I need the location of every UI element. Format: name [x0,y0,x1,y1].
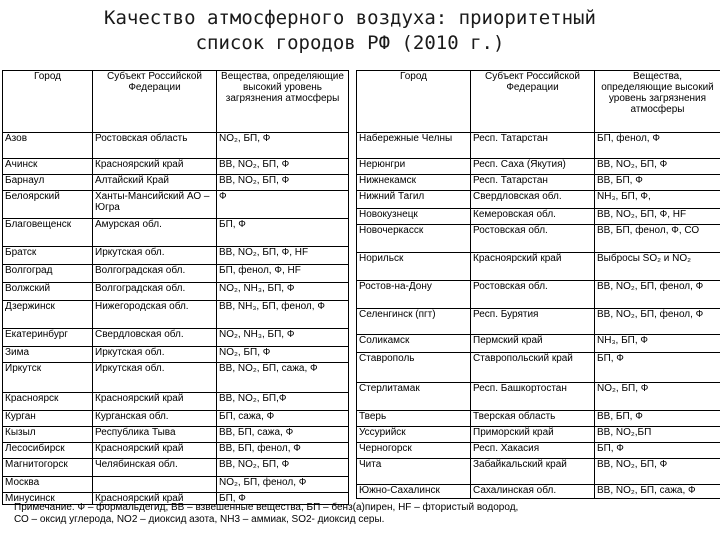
city-cell: Тверь [357,411,471,427]
pollutants-cell: ВВ, NO₂, БП, фенол, Ф [595,281,720,309]
city-cell: Лесосибирск [3,443,93,459]
city-cell: Белоярский [3,191,93,219]
pollutants-cell: Ф [217,191,349,219]
city-cell: Новочеркасск [357,225,471,253]
city-cell: Уссурийск [357,427,471,443]
region-cell: Ростовская обл. [471,281,595,309]
table-row [3,159,349,175]
table-row [3,347,349,363]
city-cell: Норильск [357,253,471,281]
table-row [3,411,349,427]
table-row [3,363,349,393]
city-cell: Иркутск [3,363,93,393]
table-row [357,411,720,427]
pollutants-cell: ВВ, БП, Ф [595,175,720,191]
table-row [357,159,720,175]
table-row [357,253,720,281]
region-cell: Респ. Саха (Якутия) [471,159,595,175]
pollutants-cell: БП, Ф [595,443,720,459]
region-cell: Тверская область [471,411,595,427]
pollutants-cell: БП, фенол, Ф [595,133,720,159]
region-cell: Нижегородская обл. [93,301,217,329]
region-cell: Красноярский край [471,253,595,281]
title-line-2: список городов РФ (2010 г.) [195,32,505,54]
pollutants-cell: NO₂, БП, Ф [595,383,720,411]
city-cell: Селенгинск (пгт) [357,309,471,335]
table-header-row [3,71,349,133]
pollutants-cell: ВВ, NO₂,БП [595,427,720,443]
city-cell: Черногорск [357,443,471,459]
city-cell: Магнитогорск [3,459,93,477]
city-cell: Барнаул [3,175,93,191]
column-header: Вещества, определяющие высокий уровень загрязнения атмосферы [217,71,349,133]
table-row [3,219,349,247]
pollutants-cell: Выбросы SO₂ и NO₂ [595,253,720,281]
pollutants-cell: ВВ, NO₂, БП, сажа, Ф [217,363,349,393]
table-row [3,393,349,411]
region-cell: Иркутская обл. [93,347,217,363]
footnote-line-2: СО – оксид углерода, NO2 – диоксид азота, NH3 – аммиак, SO2- диоксид серы. [14,514,385,525]
pollutants-cell: ВВ, NO₂, БП, Ф, НF [217,247,349,265]
pollutants-cell: NO₂, БП, Ф [217,133,349,159]
city-cell: Южно-Сахалинск [357,485,471,499]
region-cell: Пермский край [471,335,595,353]
pollutants-cell: NO₂, NH₃, БП, Ф [217,283,349,301]
city-cell: Волгоград [3,265,93,283]
table-row [357,133,720,159]
city-cell: Курган [3,411,93,427]
table-row [3,443,349,459]
region-cell: Курганская обл. [93,411,217,427]
table-row [357,383,720,411]
city-cell: Набережные Челны [357,133,471,159]
column-header: Субъект Российской Федерации [93,71,217,133]
region-cell: Ростовская область [93,133,217,159]
table-row [357,209,720,225]
region-cell: Забайкальский край [471,459,595,485]
table-row [3,265,349,283]
region-cell: Иркутская обл. [93,363,217,393]
city-cell: Соликамск [357,335,471,353]
table-row [357,335,720,353]
region-cell: Свердловская обл. [93,329,217,347]
pollutants-cell: ВВ, NO₂, БП, сажа, Ф [595,485,720,499]
right-table [356,70,720,499]
pollutants-cell: ВВ, NO₂, БП,Ф [217,393,349,411]
region-cell: Ставропольский край [471,353,595,383]
pollutants-cell: ВВ, БП, Ф [595,411,720,427]
table-row [357,281,720,309]
city-cell: Нижний Тагил [357,191,471,209]
city-cell: Нерюнгри [357,159,471,175]
region-cell: Республика Тыва [93,427,217,443]
city-cell: Азов [3,133,93,159]
city-cell: Нижнекамск [357,175,471,191]
pollutants-cell: ВВ, NO₂, БП, Ф [595,459,720,485]
region-cell: Приморский край [471,427,595,443]
city-cell: Екатеринбург [3,329,93,347]
city-cell: Минусинск [3,493,93,505]
city-cell: Ачинск [3,159,93,175]
pollutants-cell: ВВ, БП, сажа, Ф [217,427,349,443]
table-header-row [357,71,720,133]
table-row [3,247,349,265]
region-cell: Иркутская обл. [93,247,217,265]
column-header: Вещества, определяющие высокий уровень загрязнения атмосферы [595,71,720,133]
pollutants-cell: ВВ, NO₂, БП, Ф [595,159,720,175]
pollutants-cell: ВВ, БП, фенол, Ф [217,443,349,459]
table-row [3,133,349,159]
page-title [0,6,720,56]
region-cell: Красноярский край [93,443,217,459]
table-row [3,329,349,347]
table-row [357,459,720,485]
region-cell: Сахалинская обл. [471,485,595,499]
column-header: Субъект Российской Федерации [471,71,595,133]
region-cell: Красноярский край [93,493,217,505]
table-row [3,459,349,477]
city-cell: Зима [3,347,93,363]
pollutants-cell: ВВ, NH₃, БП, фенол, Ф [217,301,349,329]
pollutants-cell: NO₂, NH₃, БП, Ф [217,329,349,347]
table-row [357,427,720,443]
pollutants-cell: NO₂, БП, фенол, Ф [217,477,349,493]
table-row [357,175,720,191]
table-row [357,191,720,209]
region-cell: Свердловская обл. [471,191,595,209]
table-row [3,191,349,219]
city-cell: Ставрополь [357,353,471,383]
column-header: Город [3,71,93,133]
region-cell: Ростовская обл. [471,225,595,253]
pollutants-cell: ВВ, NO₂, БП, Ф [217,459,349,477]
table-row [3,427,349,443]
table-row [3,283,349,301]
table-row [357,225,720,253]
region-cell: Респ. Татарстан [471,175,595,191]
pollutants-cell: БП, Ф [217,219,349,247]
city-cell: Дзержинск [3,301,93,329]
pollutants-cell: NH₃, БП, Ф [595,335,720,353]
table-row [357,443,720,459]
table-row [3,175,349,191]
table-row [357,353,720,383]
city-cell: Москва [3,477,93,493]
city-cell: Кызыл [3,427,93,443]
pollutants-cell: БП, фенол, Ф, НF [217,265,349,283]
footnote [14,502,714,526]
pollutants-cell: БП, Ф [217,493,349,505]
pollutants-cell: ВВ, NO₂, БП, Ф [217,175,349,191]
region-cell: Волгоградская обл. [93,265,217,283]
pollutants-cell: БП, Ф [595,353,720,383]
region-cell: Кемеровская обл. [471,209,595,225]
region-cell: Ханты-Мансийский АО – Югра [93,191,217,219]
city-cell: Красноярск [3,393,93,411]
city-cell: Ростов-на-Дону [357,281,471,309]
region-cell: Респ. Хакасия [471,443,595,459]
region-cell: Красноярский край [93,159,217,175]
footnote-line-1: Примечание. Ф – формальдегид, ВВ – взвешенные вещества, БП – бенз(а)пирен, НF – фтористый водород, [14,502,519,513]
table-row [3,477,349,493]
city-cell: Волжский [3,283,93,301]
table-row [3,301,349,329]
region-cell: Респ. Бурятия [471,309,595,335]
city-cell: Благовещенск [3,219,93,247]
city-cell: Стерлитамак [357,383,471,411]
region-cell: Респ. Башкортостан [471,383,595,411]
table-row [357,309,720,335]
column-header: Город [357,71,471,133]
left-table [2,70,349,505]
region-cell: Респ. Татарстан [471,133,595,159]
region-cell: Волгоградская обл. [93,283,217,301]
title-line-1: Качество атмосферного воздуха: приоритетный [104,7,596,29]
pollutants-cell: ВВ, БП, фенол, Ф, СО [595,225,720,253]
pollutants-cell: БП, сажа, Ф [217,411,349,427]
city-cell: Новокузнецк [357,209,471,225]
region-cell: Челябинская обл. [93,459,217,477]
region-cell: Алтайский Край [93,175,217,191]
region-cell [93,477,217,493]
pollutants-cell: NH₃, БП, Ф, [595,191,720,209]
city-cell: Чита [357,459,471,485]
region-cell: Красноярский край [93,393,217,411]
pollutants-cell: NO₂, БП, Ф [217,347,349,363]
region-cell: Амурская обл. [93,219,217,247]
pollutants-cell: ВВ, NO₂, БП, фенол, Ф [595,309,720,335]
pollutants-cell: ВВ, NO₂, БП, Ф, НF [595,209,720,225]
pollutants-cell: ВВ, NO₂, БП, Ф [217,159,349,175]
city-cell: Братск [3,247,93,265]
table-row [357,485,720,499]
